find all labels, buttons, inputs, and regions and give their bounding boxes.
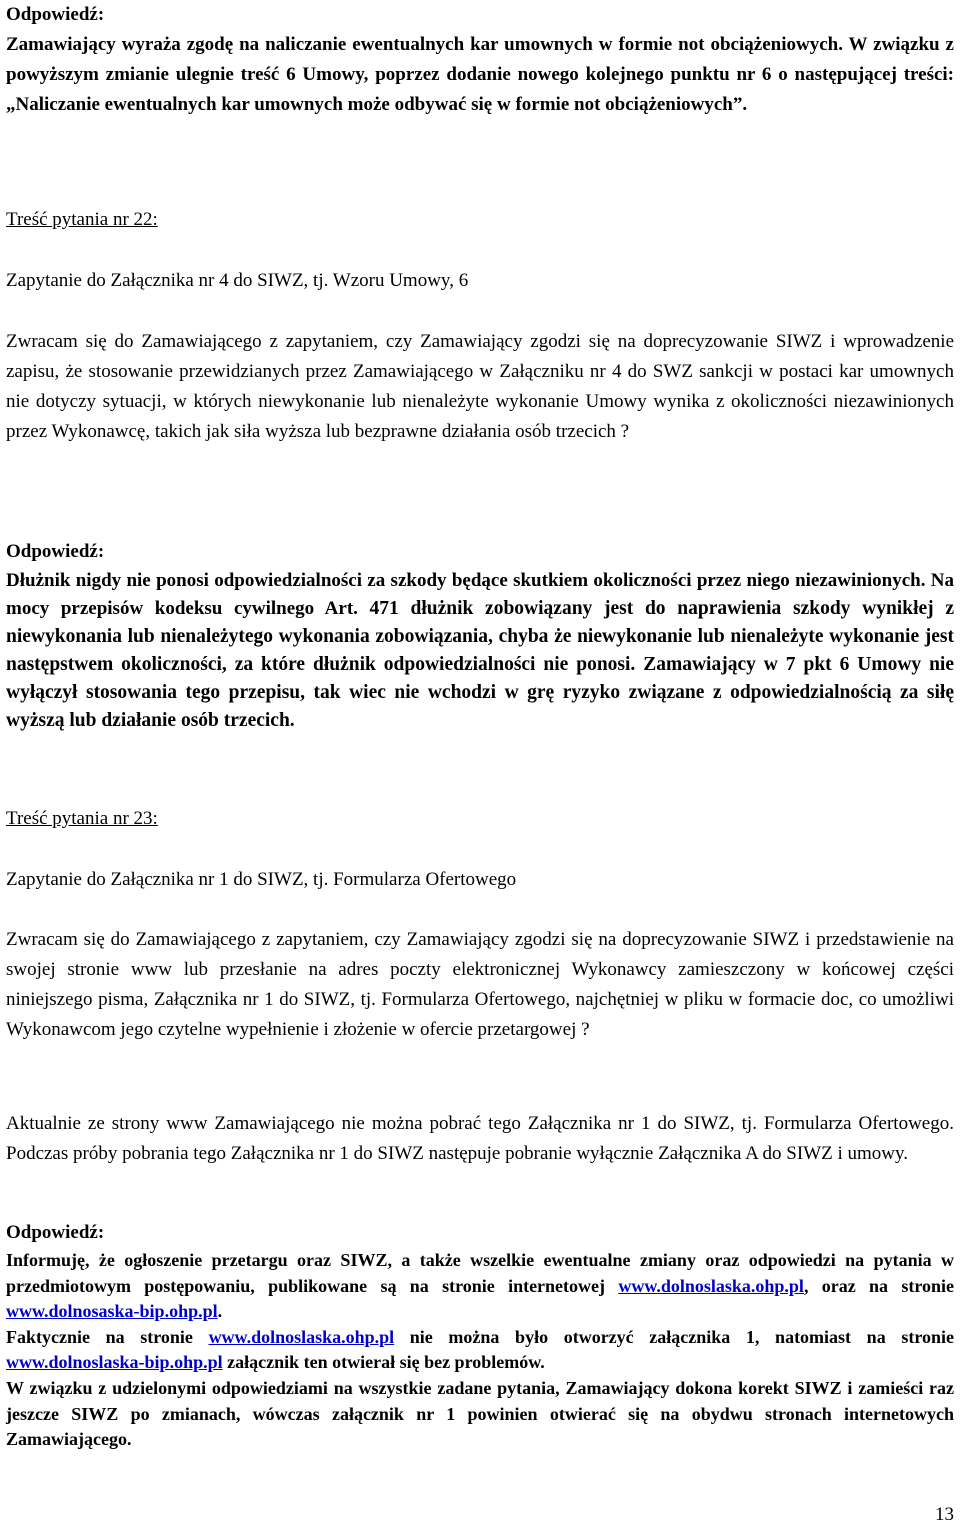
answer-block-22 [6,537,954,735]
question-23-heading [6,804,954,834]
link-dolnoslaska-2[interactable]: www.dolnoslaska.ohp.pl [208,1326,395,1347]
answer-paragraph-2: Faktycznie na stronie www.dolnoslaska.ohp.pl nie można było otworzyć załącznika 1, natomiast na stronie www.dolnoslaska-bip.ohp.pl załącznik ten otwierał się bez problemów. [6,1326,954,1373]
question-22-subject: Zapytanie do Załącznika nr 4 do SIWZ, tj. Wzoru Umowy, 6 [6,270,469,291]
link-dolnoslaska-bip[interactable]: www.dolnoslaska-bip.ohp.pl [6,1352,223,1373]
page-number: 13 [935,1504,954,1525]
answer-text-part1: Dłużnik nigdy nie ponosi odpowiedzialności za szkody będące skutkiem okoliczności przez niego niezawinionych. Na mocy przepisów kodeksu cywilnego Art. [6,570,954,619]
answer-text-part2: 471 dłużnik zobowiązany jest do naprawienia szkody wynikłej z niewykonania lub nienależytego wykonania zobowiązania, chyba że niewykonanie lub nienależyte wykonanie jest następstwem okoliczności, za które dłużnik odpowiedzialności nie ponosi. Zamawiający w 7 pkt 6 Umowy nie wyłączył stosowania tego przepisu, tak wiec nie wchodzi w grę ryzyko związane z odpowiedzialnością za siłę wyższą lub działanie osób trzecich. [6,598,955,731]
question-heading: Treść pytania nr 23: [6,808,158,829]
question-heading: Treść pytania nr 22: [6,209,158,230]
answer-block-21 [6,0,954,120]
question-23-body-1: Zwracam się do Zamawiającego z zapytaniem, czy Zamawiający zgodzi się na doprecyzowanie SIWZ i przedstawienie na swojej stronie www lub przesłanie na adres poczty elektronicznej Wykonawcy zamieszczony w końcowej części niniejszego pisma, Załącznika nr 1 do SIWZ, tj. Formularza Ofertowego, najchętniej w pliku w formacie doc, co umożliwi Wykonawcom jego czytelne wypełnienie i złożenie w ofercie przetargowej ? [6,929,954,1040]
answer-paragraph-3: W związku z udzielonymi odpowiedziami na wszystkie zadane pytania, Zamawiający dokona korekt SIWZ i zamieści raz jeszcze SIWZ po zmianach, wówczas załącznik nr 1 powinien otwierać się na obydwu stronach internetowych Zamawiającego. [6,1377,954,1450]
question-23-body-2: Aktualnie ze strony www Zamawiającego nie można pobrać tego Załącznika nr 1 do SIWZ, tj. Formularza Ofertowego. Podczas próby pobrania tego Załącznika nr 1 do SIWZ następuje pobranie wyłącznie Załącznika A do SIWZ i umowy. [6,1113,954,1164]
answer-label: Odpowiedź: [6,4,105,25]
question-22-body: Zwracam się do Zamawiającego z zapytaniem, czy Zamawiający zgodzi się na doprecyzowanie SIWZ i wprowadzenie zapisu, że stosowanie przewidzianych przez Zamawiającego w Załączniku nr 4 do SWZ sankcji w postaci kar umownych nie dotyczy sytuacji, w których niewykonanie lub nienależyte wykonanie Umowy wynika z okoliczności niezawinionych przez Wykonawcę, takich jak siła wyższa lub bezprawne działania osób trzecich ? [6,331,954,442]
question-23-subject: Zapytanie do Załącznika nr 1 do SIWZ, tj. Formularza Ofertowego [6,869,517,890]
link-dolnoslaska[interactable]: www.dolnoslaska.ohp.pl [618,1275,804,1296]
answer-label: Odpowiedź: [6,1222,105,1243]
link-dolnosaska-bip[interactable]: www.dolnosaska-bip.ohp.pl [6,1301,218,1322]
answer-text [6,567,954,735]
question-22-heading [6,205,954,235]
answer-block-23 [6,1218,954,1453]
answer-paragraph-1: Informuję, że ogłoszenie przetargu oraz SIWZ, a także wszelkie ewentualne zmiany oraz odpowiedzi na pytania w przedmiotowym postępowaniu, publikowane są na stronie internetowej www.dolnoslaska.ohp.pl, oraz na stronie www.dolnosaska-bip.ohp.pl. [6,1250,955,1322]
answer-label: Odpowiedź: [6,541,105,562]
answer-text: Zamawiający wyraża zgodę na naliczanie ewentualnych kar umownych w formie not obciążeniowych. W związku z powyższym zmianie ulegnie treść 6 Umowy, poprzez dodanie nowego kolejnego punktu nr 6 o następującej treści: „Naliczanie ewentualnych kar umownych może odbywać się w formie not obciążeniowych”. [6,34,954,115]
